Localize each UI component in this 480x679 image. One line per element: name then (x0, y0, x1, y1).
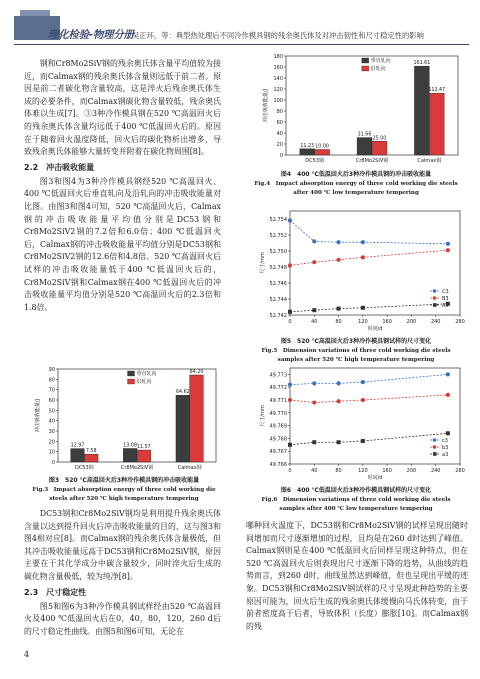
y-axis-label: 尺寸/mm (260, 252, 266, 274)
x-tick-label: 80 (335, 468, 342, 474)
x-tick-label: 280 (455, 468, 465, 474)
category-label: Calmax钢 (417, 158, 442, 164)
y-tick-label: 52.752 (269, 233, 287, 239)
left-paragraph-2: 图3和图4为3种冷作模具钢经520 ℃高温回火、400 ℃低温回火后垂直轧向及沿轧向的冲击吸收能量对比图。由图3和图4可知，520 ℃高温回火后，Calmax钢的冲击吸收能量平均值分别是DC53钢和Cr8Mo2SiV2钢的7.2倍和6.0倍；400 ℃低温回火后，Calmax钢的冲击吸收能量平均值分别是DC53钢和Cr8Mo2SiV2钢的12.6倍和4.8倍。520 ℃高温回火后试样的冲击吸收能量低于400 ℃低温回火后的，Cr8Mo2SiV钢和Calmax钢在400 ℃低温回火后的冲击吸收能量平均值分别是520 ℃高温回火后的2.3倍和1.8倍。 (24, 176, 221, 312)
journal-name: 理化检验-物理分册 (48, 29, 134, 41)
figure-5-caption-cn: 图5 520 ℃高温回火后3种冷作模具钢试样的尺寸变化 (280, 338, 432, 345)
x-tick-label: 240 (430, 468, 441, 474)
category-label: DC53钢 (305, 158, 325, 164)
bar-value-label: 84.20 (189, 369, 204, 375)
figure-6-caption-cn: 图6 400 ℃低温回火后3种冷作模具钢试样的尺寸变化 (280, 487, 432, 494)
x-tick-label: 160 (382, 468, 392, 474)
legend-label: c3 (442, 438, 448, 444)
data-point (288, 398, 292, 402)
figure-4-caption-en-2: after 400 ℃ low temperature tempering (293, 190, 419, 196)
data-point (361, 240, 365, 244)
bar-value-label: 112.47 (428, 88, 446, 94)
data-point (361, 255, 365, 259)
bar-value-label: 25.00 (372, 136, 387, 142)
x-tick-label: 40 (311, 319, 318, 325)
data-point (288, 219, 292, 223)
figure-4-caption-cn: 图4 400 ℃低温回火后3种冷作模具钢的冲击吸收能量 (280, 171, 432, 178)
bar-value-label: 12.97 (70, 443, 85, 449)
legend-marker (433, 445, 437, 449)
y-tick-label: 49.771 (269, 398, 287, 404)
legend-label: 沿轧向 (136, 379, 152, 385)
legend-marker (433, 438, 437, 442)
x-axis-label: 时间/d (367, 326, 383, 332)
x-tick-label: 120 (358, 468, 368, 474)
bar (414, 66, 429, 155)
data-point (288, 443, 292, 447)
bar (300, 149, 315, 155)
bar-value-label: 161.61 (413, 61, 431, 67)
data-point (336, 258, 340, 262)
data-point (312, 239, 316, 243)
y-tick-label: 100 (273, 98, 283, 104)
bar (429, 93, 444, 155)
bar-value-label: 64.62 (175, 390, 190, 396)
left-paragraph-3: DC53钢和Cr8Mo2SiV钢均是利用提升残余奥氏体含量以达到提升回火后冲击吸收能量的目的，这与图3和图4相对应[8]。而Calmax钢的残余奥氏体含量极低，但其冲击吸收能量远高于DC53钢和Cr8Mo2SiV钢，原因主要在于其化学成分中碳含量较少，同时淬火后生成的碳化物含量极低，较为纯净[8]。 (24, 509, 221, 581)
y-axis-label: 冲击吸收能量/J (263, 88, 269, 123)
section-2-3-heading: 2.3 尺寸稳定性 (24, 587, 87, 597)
left-column-bottom (24, 508, 221, 638)
legend-label: a3 (442, 452, 449, 458)
data-point (336, 381, 340, 385)
bar-value-label: 11.23 (300, 143, 315, 149)
y-tick-label: 0 (279, 153, 283, 159)
legend-marker (433, 303, 437, 307)
y-tick-label: 49.768 (269, 436, 287, 443)
legend-label: A3 (442, 303, 449, 309)
y-tick-label: 52.750 (269, 249, 287, 255)
y-tick-label: 180 (273, 54, 283, 60)
left-paragraph-1: 钢和Cr8Mo2SiV钢的残余奥氏体含量平均值较为接近，而Calmax钢的残余奥氏体含量则远低于前二者。原因是前二者碳化物含量较高，这是淬火后残余奥氏体生成的必要条件，而Calmax钢碳化物含量较低，残余奥氏体难以生成[7]。③3种冷作模具钢在520 ℃高温回火后的残余奥氏体含量均远低于400 ℃低温回火后的。原因在于随着回火温度降低，回火后的碳化物析出增多，导致残余奥氏体能够大量转变并附着在碳化物周围[8]。 (24, 59, 221, 157)
x-tick-label: 200 (406, 319, 417, 325)
y-axis-label: 尺寸/mm (260, 405, 266, 427)
y-tick-label: 49.769 (269, 423, 287, 430)
figure-3-caption-en-2: steels after 520 ℃ high temperature tempering (49, 496, 199, 502)
y-tick-label: 49.767 (269, 449, 287, 456)
data-point (361, 306, 365, 310)
data-point (446, 431, 450, 435)
bar (71, 449, 85, 462)
figure-3-caption (24, 476, 224, 504)
figure-6 (246, 364, 466, 484)
data-point (337, 440, 341, 444)
figure-4-caption (246, 170, 466, 198)
legend-label: b3 (442, 445, 449, 451)
bar (137, 450, 151, 462)
figure-5-caption-en-2: samples after 520 ℃ high temperature tempering (277, 357, 435, 363)
legend-marker (433, 289, 437, 293)
x-tick-label: 160 (382, 319, 392, 325)
legend-marker (433, 452, 437, 456)
figure-6-chart (246, 364, 466, 484)
y-tick-label: 140 (273, 76, 283, 82)
right-column-text (246, 520, 468, 633)
figure-4-chart (246, 52, 466, 168)
data-point (312, 440, 316, 444)
x-axis-label: 时间/d (367, 475, 383, 481)
y-tick-label: 49.766 (269, 462, 287, 468)
bar (357, 138, 372, 155)
y-tick-label: 20 (48, 439, 55, 446)
left-column-top (24, 58, 221, 314)
data-point (361, 439, 365, 443)
section-2-2-heading: 2.2 冲击吸收能量 (24, 162, 95, 172)
figure-3-chart (24, 365, 224, 475)
x-tick-label: 200 (406, 468, 417, 474)
category-label: Cr8Mo2SiV钢 (355, 158, 389, 164)
y-tick-label: 70 (48, 387, 55, 394)
y-tick-label: 0 (51, 460, 55, 466)
bar-value-label: 13.08 (123, 443, 138, 449)
bar-value-label: 11.57 (136, 445, 151, 451)
legend-marker (433, 296, 437, 300)
running-title: 吴正环，等：典型热处理后不同冷作模具钢的残余奥氏体及对冲击韧性和尺寸稳定性的影响 (132, 31, 424, 40)
y-tick-label: 52.744 (269, 297, 287, 303)
data-point (336, 240, 340, 244)
figure-4 (246, 52, 466, 168)
y-tick-label: 10 (48, 449, 55, 456)
y-tick-label: 52.748 (269, 265, 287, 271)
category-label: DC53钢 (74, 465, 94, 471)
legend-label: 垂直轧向 (136, 371, 157, 377)
y-tick-label: 80 (276, 109, 283, 115)
left-paragraph-4: 图5和图6为3种冷作模具钢试样经由520 ℃高温回火及400 ℃低温回火后在0，40，80，120，260 d后的尺寸稳定性曲线。由图5和图6可知，无论在 (24, 601, 221, 636)
data-point (446, 393, 450, 397)
y-tick-label: 50 (48, 408, 55, 415)
data-point (312, 308, 316, 312)
category-label: Cr8Mo2SiV钢 (120, 465, 154, 471)
y-tick-label: 90 (48, 367, 55, 373)
y-tick-label: 40 (276, 131, 283, 137)
figure-3-caption-en-1: Fig.3 Impact absorption energy of three cold working die (32, 487, 216, 493)
data-point (312, 400, 316, 404)
figure-6-caption-en-1: Fig.6 Dimension variations of three cold working die steels (261, 497, 451, 503)
x-tick-label: 40 (311, 468, 318, 474)
x-tick-label: 80 (335, 319, 342, 325)
page-number: 4 (24, 650, 30, 659)
data-point (336, 399, 340, 403)
bar (315, 150, 330, 156)
x-tick-label: 0 (288, 319, 292, 325)
data-point (361, 398, 365, 402)
data-point (446, 248, 450, 252)
legend-label: 沿轧向 (370, 66, 386, 72)
y-tick-label: 60 (276, 120, 283, 126)
category-label: Calmax钢 (177, 465, 202, 471)
y-tick-label: 52.754 (269, 217, 287, 223)
y-axis-label: 冲击吸收能量/J (35, 398, 41, 433)
bar-value-label: 31.66 (357, 132, 372, 138)
figure-3-caption-cn: 图3 520 ℃高温回火后3种冷作模具钢的冲击吸收能量 (48, 477, 200, 484)
figure-6-caption (246, 486, 466, 514)
y-tick-label: 30 (48, 429, 55, 435)
legend-label: B3 (442, 296, 449, 302)
data-point (288, 310, 292, 314)
header-rule (14, 44, 469, 45)
y-tick-label: 160 (273, 65, 283, 71)
y-tick-label: 80 (48, 377, 55, 384)
page-header (0, 0, 480, 44)
bar (176, 395, 190, 462)
bar (123, 448, 137, 462)
right-paragraph-1: 哪种回火温度下，DC53钢和Cr8Mo2SiV钢的试样呈现出随时间增加而尺寸逐渐增加的过程，且均是在260 d时达到了峰值。Calmax钢则是在400 ℃低温回火后同样呈现这种特点，但在520 ℃高温回火后则表现出尺寸逐渐下降的趋势，从曲线的趋势而言，到260 d时，曲线虽然达到峰值，但也呈现出平缓的迹象。DC53钢和Cr8Mo2SiV钢试样的尺寸呈现此种趋势的主要原因可能为，回火后生成的残余奥氏体缓慢向马氏体转变，由于前者密度高于后者，导致体积（长度）膨胀[10]。而Calmax钢的残 (246, 521, 468, 631)
data-point (288, 263, 292, 267)
y-tick-label: 60 (48, 398, 55, 404)
figure-5 (246, 207, 466, 335)
y-tick-label: 120 (273, 87, 283, 93)
legend-label: 垂直轧向 (370, 58, 391, 64)
x-tick-label: 280 (455, 319, 465, 325)
y-tick-label: 52.746 (269, 281, 287, 287)
data-point (361, 380, 365, 384)
legend-swatch (362, 66, 369, 71)
y-tick-label: 49.772 (269, 385, 287, 392)
figure-5-caption-en-1: Fig.5 Dimension variations of three cold working die steels (261, 348, 451, 354)
legend-swatch (128, 379, 135, 384)
x-tick-label: 120 (358, 319, 368, 325)
bar-value-label: 7.58 (85, 449, 97, 455)
bar (190, 375, 204, 462)
y-tick-label: 49.773 (269, 372, 287, 379)
figure-4-caption-en-1: Fig.4 Impact absorption energy of three cold working die steels (254, 181, 458, 187)
legend-swatch (362, 58, 369, 63)
x-tick-label: 0 (288, 468, 292, 474)
bar-value-label: 10.00 (315, 144, 329, 150)
data-point (288, 383, 292, 387)
y-tick-label: 20 (276, 142, 283, 148)
figure-6-caption-en-2: samples after 400 ℃ low temperature tempering (279, 506, 433, 512)
y-tick-label: 40 (48, 418, 55, 425)
figure-3 (24, 365, 224, 475)
legend-label: C3 (442, 289, 449, 295)
y-tick-label: 49.770 (269, 410, 287, 417)
figure-5-chart (246, 207, 466, 335)
figure-5-caption (246, 337, 466, 365)
data-point (446, 242, 450, 246)
legend-swatch (128, 371, 135, 376)
y-tick-label: 52.742 (269, 313, 287, 319)
data-point (446, 372, 450, 376)
bar (84, 454, 98, 462)
data-point (337, 307, 341, 311)
data-point (312, 260, 316, 264)
data-point (312, 381, 316, 385)
bar (372, 141, 387, 155)
x-tick-label: 240 (430, 319, 441, 325)
